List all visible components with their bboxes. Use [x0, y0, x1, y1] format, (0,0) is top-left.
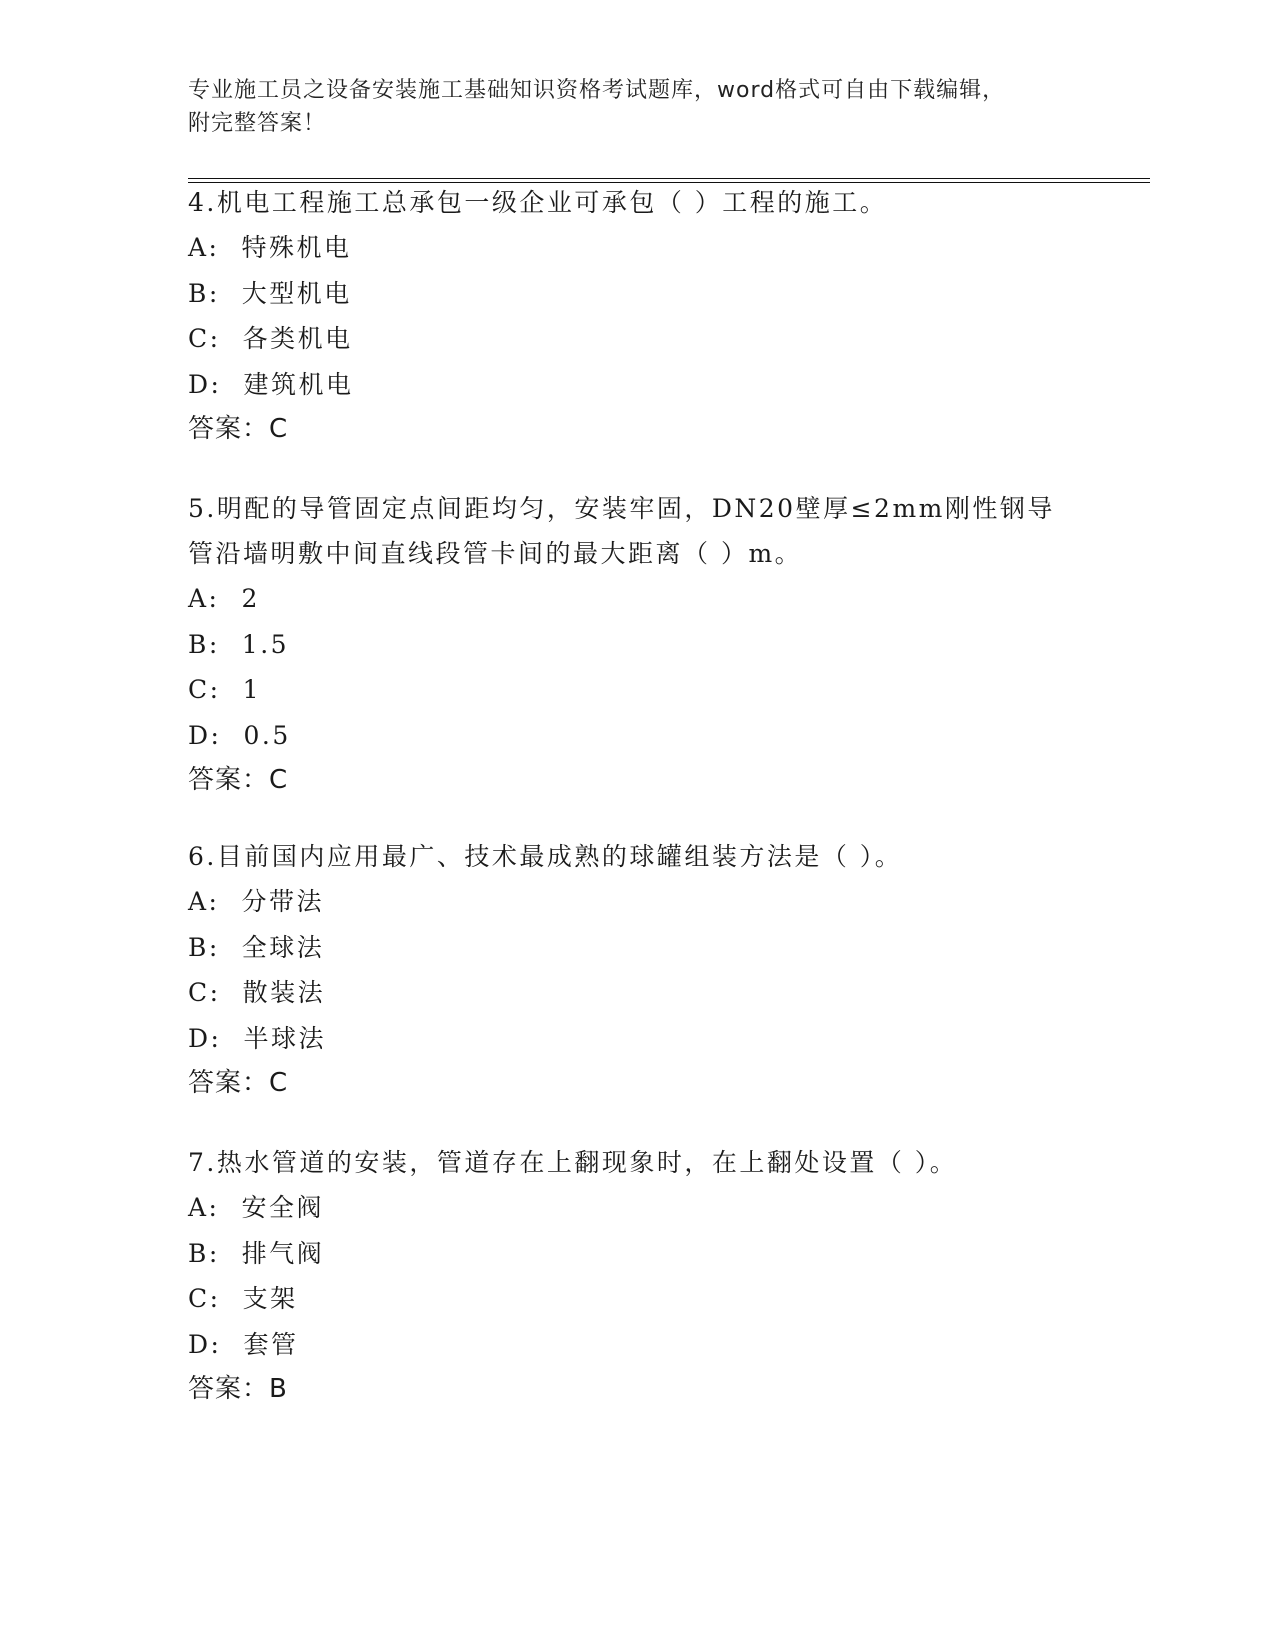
option-d: D: 套管 [188, 1329, 299, 1359]
option-c: C: 1 [188, 675, 261, 704]
option-c: C: 支架 [188, 1284, 298, 1313]
option-b: B: 1.5 [188, 629, 290, 659]
answer-line: 答案：C [188, 414, 289, 444]
question-7 [188, 1140, 1128, 1412]
option-a: A: 特殊机电 [188, 233, 352, 262]
question-5 [188, 486, 1128, 803]
answer-line: 答案：B [188, 1374, 288, 1404]
option-d: D: 半球法 [188, 1023, 326, 1053]
answer-line: 答案：C [188, 765, 289, 795]
option-c: C: 散装法 [188, 978, 326, 1007]
option-d: D: 0.5 [188, 720, 291, 750]
header-line-2: 附完整答案！ [188, 111, 327, 136]
option-c: C: 各类机电 [188, 324, 353, 353]
option-a: A: 2 [188, 584, 260, 613]
option-b: B: 大型机电 [188, 278, 352, 308]
answer-line: 答案：C [188, 1068, 289, 1098]
option-a: A: 安全阀 [188, 1193, 324, 1222]
question-stem: 6.目前国内应用最广、技术最成熟的球罐组装方法是（ ）。 [188, 842, 903, 871]
option-b: B: 全球法 [188, 932, 325, 962]
header-line-1: 专业施工员之设备安装施工基础知识资格考试题库，word格式可自由下载编辑， [188, 78, 1006, 103]
question-4 [188, 180, 1128, 452]
option-d: D: 建筑机电 [188, 369, 354, 399]
option-b: B: 排气阀 [188, 1238, 325, 1268]
option-a: A: 分带法 [188, 887, 324, 916]
question-stem: 7.热水管道的安装，管道存在上翻现象时，在上翻处设置（ ）。 [188, 1148, 958, 1177]
question-stem-line-1: 5.明配的导管固定点间距均匀，安装牢固，DN20壁厚≤2mm刚性钢导 [188, 494, 1055, 523]
document-header [188, 74, 1088, 140]
question-stem-line-2: 管沿墙明敷中间直线段管卡间的最大距离（ ）m。 [188, 539, 803, 568]
question-6 [188, 834, 1128, 1106]
question-stem: 4.机电工程施工总承包一级企业可承包（ ）工程的施工。 [188, 188, 888, 217]
